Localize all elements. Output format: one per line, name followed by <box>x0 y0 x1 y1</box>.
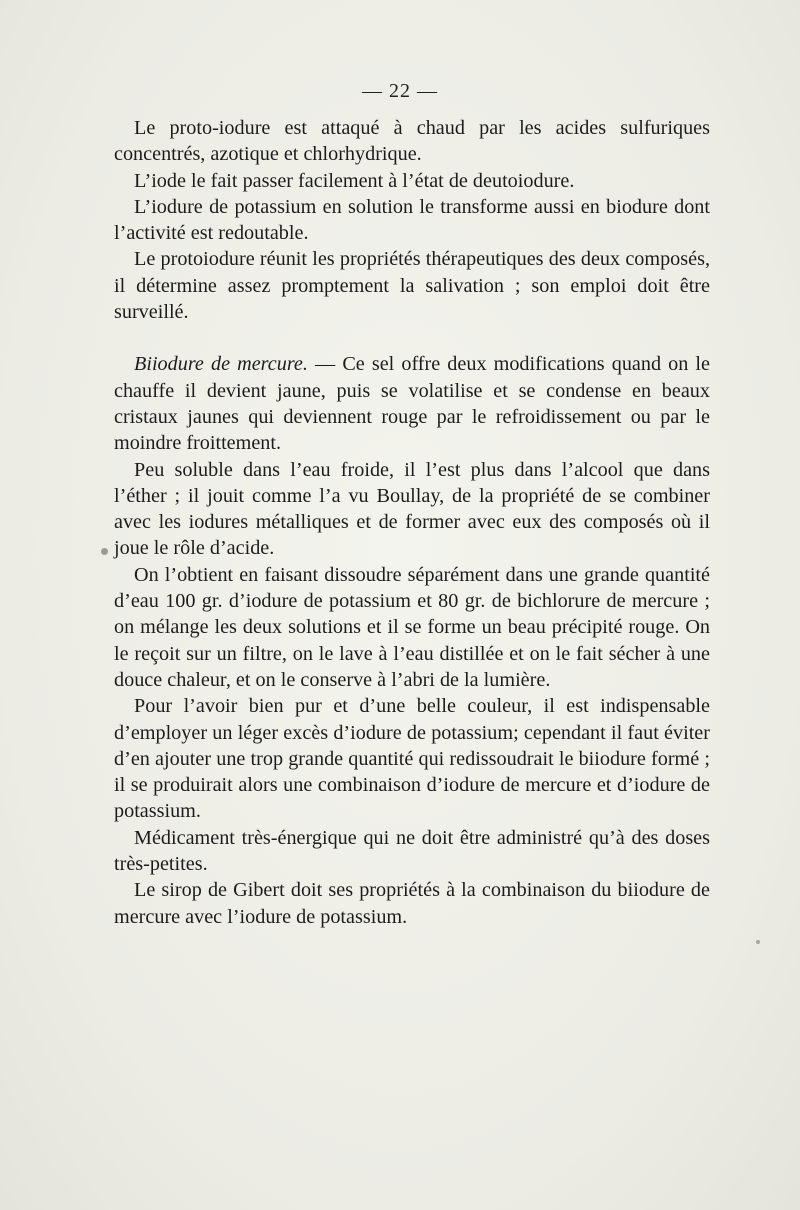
page-number: — 22 — <box>362 80 438 102</box>
paragraph: Le proto-iodure est attaqué à chaud par les acides sulfuriques concentrés, azotique et chlorhydrique. <box>114 117 710 166</box>
paragraph: Le protoiodure réunit les propriétés thérapeutiques des deux composés, il détermine assez promptement la salivation ; son emploi doit être surveillé. <box>114 248 710 324</box>
paragraph: L’iodure de potassium en solution le transforme aussi en biodure dont l’activité est redoutable. <box>114 195 710 245</box>
section-intro-text: — Ce sel offre deux modifications quand on le chauffe il devient jaune, puis se volatilise et se condense en beaux cristaux jaunes qui deviennent rouge par le refroidissement ou par le moindre froittement. <box>114 353 711 455</box>
paragraph: L’iode le fait passer facilement à l’état de deutoiodure. <box>134 169 575 192</box>
body-text <box>114 115 710 930</box>
ink-blot <box>756 940 760 944</box>
paragraph: On l’obtient en faisant dissoudre séparément dans une grande quantité d’eau 100 gr. d’iodure de potassium et 80 gr. de bichlorure de mercure ; on mélange les deux solutions et il se forme un beau précipité rouge. On le reçoit sur un filtre, on le lave à l’eau distillée et on le fait sécher à une douce chaleur, et on le conserve à l’abri de la lumière. <box>114 563 710 691</box>
ink-blot <box>101 548 108 555</box>
section-intro-paragraph <box>114 351 710 456</box>
paragraph: Le sirop de Gibert doit ses propriétés à la combinaison du biiodure de mercure avec l’iodure de potassium. <box>114 879 710 928</box>
paragraph: Peu soluble dans l’eau froide, il l’est plus dans l’alcool que dans l’éther ; il jouit comme l’a vu Boullay, de la propriété de se combiner avec les iodures métalliques et de former avec eux des composés où il joue le rôle d’acide. <box>114 458 710 560</box>
section-heading: Biiodure de mercure. <box>134 353 308 376</box>
paragraph: Médicament très-énergique qui ne doit être administré qu’à des doses très-petites. <box>114 826 710 876</box>
paragraph: Pour l’avoir bien pur et d’une belle couleur, il est indispensable d’employer un léger excès d’iodure de potassium; cependant il faut éviter d’en ajouter une trop grande quantité qui redissoudrait le biiodure formé ; il se produirait alors une combinaison d’iodure de mercure et d’iodure de potassium. <box>114 695 710 823</box>
